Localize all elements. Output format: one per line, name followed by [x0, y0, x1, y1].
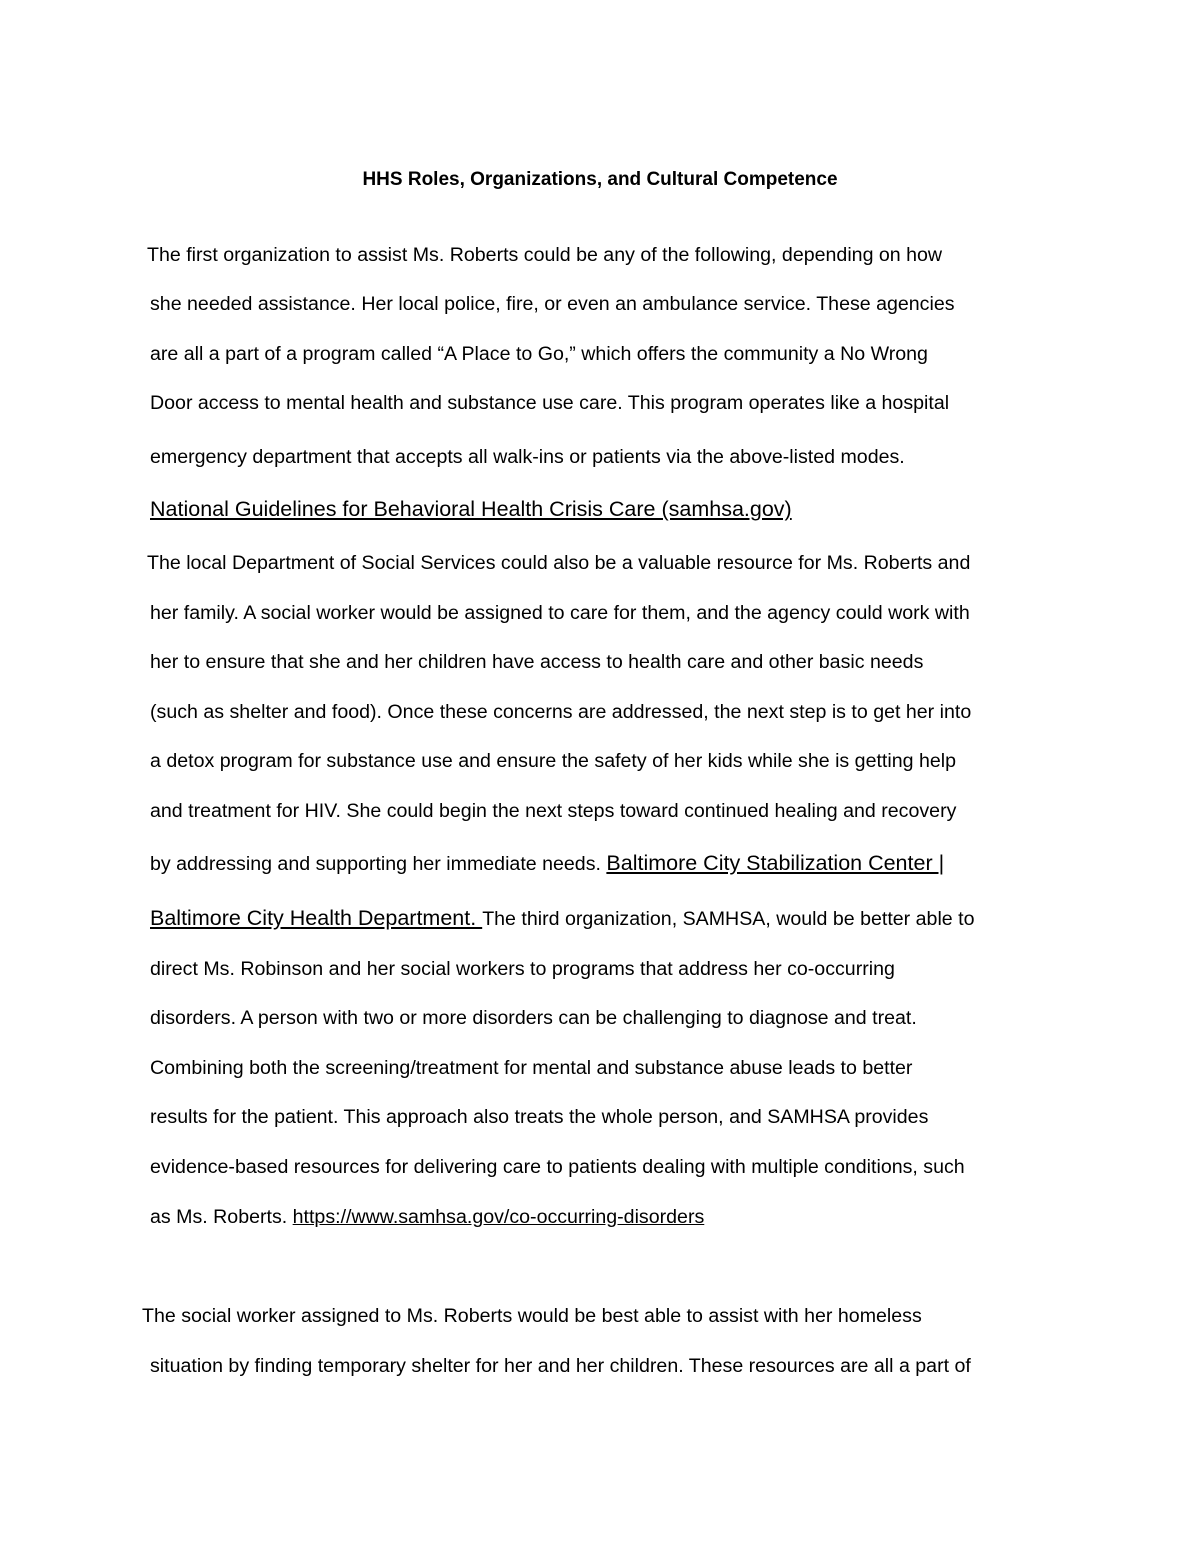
paragraph-line: Door access to mental health and substance use care. This program operates like a hospital: [150, 392, 950, 414]
document-title: HHS Roles, Organizations, and Cultural Competence: [362, 169, 838, 190]
paragraph-line: [150, 851, 944, 876]
paragraph-line: and treatment for HIV. She could begin the next steps toward continued healing and recovery: [150, 800, 957, 822]
paragraph-line: (such as shelter and food). Once these concerns are addressed, the next step is to get her into: [150, 701, 972, 723]
inline-text: as Ms. Roberts.: [150, 1206, 293, 1228]
samhsa-guidelines-link-line: [150, 497, 792, 522]
paragraph-line: her to ensure that she and her children have access to health care and other basic needs: [150, 651, 924, 673]
paragraph-line: she needed assistance. Her local police, fire, or even an ambulance service. These agencies: [150, 293, 955, 315]
inline-text: The third organization, SAMHSA, would be better able to: [482, 908, 975, 930]
paragraph-line: The first organization to assist Ms. Roberts could be any of the following, depending on how: [147, 244, 943, 266]
paragraph-line: emergency department that accepts all walk-ins or patients via the above-listed modes.: [150, 446, 905, 468]
paragraph-line: disorders. A person with two or more disorders can be challenging to diagnose and treat.: [150, 1007, 917, 1029]
paragraph-line: Combining both the screening/treatment for mental and substance abuse leads to better: [150, 1057, 913, 1079]
paragraph-line: are all a part of a program called “A Place to Go,” which offers the community a No Wrong: [150, 343, 928, 365]
paragraph-line: The local Department of Social Services could also be a valuable resource for Ms. Roberts and: [147, 552, 971, 574]
paragraph-line: [150, 906, 974, 931]
paragraph-line: a detox program for substance use and ensure the safety of her kids while she is getting help: [150, 750, 956, 772]
paragraph-line: situation by finding temporary shelter for her and her children. These resources are all a part of: [150, 1355, 971, 1377]
paragraph-line: evidence-based resources for delivering care to patients dealing with multiple conditions, such: [150, 1156, 965, 1178]
paragraph-line: [150, 1205, 704, 1229]
samhsa-guidelines-link[interactable]: National Guidelines for Behavioral Health Crisis Care (samhsa.gov): [150, 497, 792, 521]
paragraph-line: results for the patient. This approach also treats the whole person, and SAMHSA provides: [150, 1106, 929, 1128]
co-occurring-disorders-link[interactable]: https://www.samhsa.gov/co-occurring-disorders: [292, 1206, 705, 1228]
baltimore-health-department-link[interactable]: Baltimore City Health Department.: [150, 906, 483, 930]
paragraph-line: The social worker assigned to Ms. Roberts would be best able to assist with her homeless: [142, 1305, 922, 1327]
paragraph-line: her family. A social worker would be assigned to care for them, and the agency could work with: [150, 602, 970, 624]
baltimore-stabilization-link[interactable]: Baltimore City Stabilization Center |: [606, 851, 945, 875]
inline-text: by addressing and supporting her immediate needs.: [150, 853, 607, 875]
paragraph-line: direct Ms. Robinson and her social workers to programs that address her co-occurring: [150, 958, 895, 980]
